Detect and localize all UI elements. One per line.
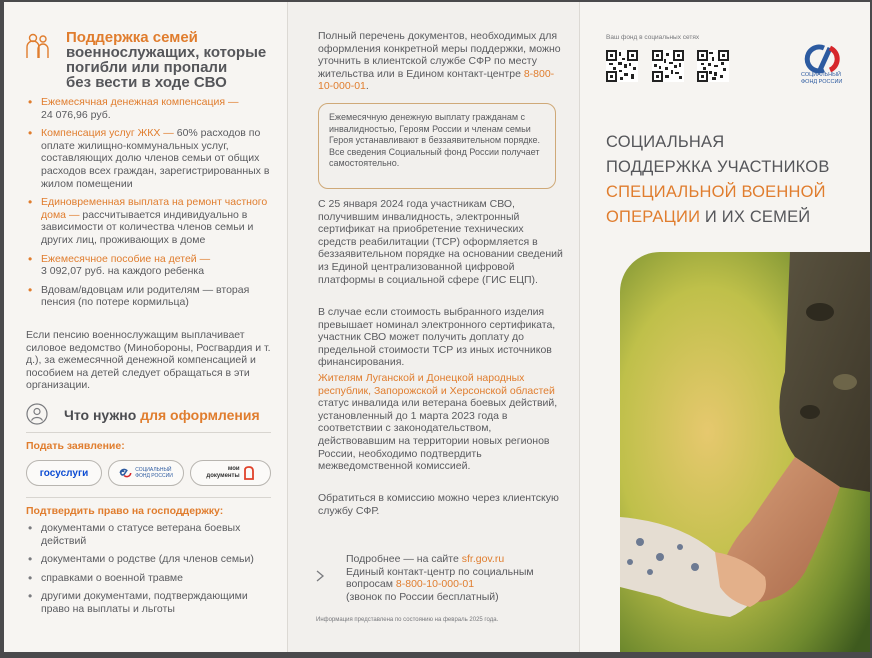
extra-payment-paragraph: В случае если стоимость выбранного изделия превышает номинал электронного сертификата, участник СВО может получить доплату до предельной стоимости ТСР из иных источников финансирования. (318, 306, 556, 369)
pension-note: Если пенсию военнослужащим выплачивает силовое ведомство (Минобороны, Росгвардия и т. д.), за ежемесячной денежной компенсацией и пособием на детей следует обращаться в эти организации. (26, 329, 271, 392)
apply-label: Подать заявление: (26, 440, 125, 452)
qr-code-icon[interactable] (652, 50, 684, 82)
sfr-logo-text: СОЦИАЛЬНЫЙ ФОНД РОССИИ (801, 72, 843, 85)
list-item: • документами о родстве (для членов семьи) (26, 553, 271, 566)
divider (26, 432, 271, 433)
site-link[interactable]: sfr.gov.ru (461, 553, 505, 565)
person-icon (26, 403, 48, 425)
sfr-logo-icon (119, 467, 132, 479)
heading-line-4: без вести в ходе СВО (66, 74, 227, 91)
benefits-list (26, 96, 276, 315)
chevron-right-icon (314, 570, 326, 582)
info-box: Ежемесячную денежную выплату гражданам с инвалидностью, Героям России и членам семьи Героя устанавливают в беззаявительном порядке. Все сведения Социальный фонд России получает самостоятельно. (318, 103, 556, 189)
divider (26, 497, 271, 498)
benefit-item: • Единовременная выплата на ремонт частного дома — рассчитывается индивидуально в зависимости от количества членов семьи и других лиц, проживающих в доме (26, 196, 276, 246)
heading-line-2: военнослужащих, которые (66, 44, 267, 61)
brochure-sheet (4, 2, 870, 652)
contact-phone[interactable]: 8-800-10-000-01 (318, 67, 555, 93)
more-info: Подробнее — на сайте sfr.gov.ru Единый контакт-центр по социальным вопросам 8-800-10-000-01 (звонок по России бесплатный) (346, 553, 534, 603)
list-item: • справками о военной травме (26, 572, 271, 585)
title-line-2: ПОДДЕРЖКА УЧАСТНИКОВ (606, 158, 830, 176)
new-regions-paragraph: Жителям Луганской и Донецкой народных республик, Запорожской и Херсонской областей статус инвалида или ветерана боевых действий, установленный до 1 марта 2023 года в соответствии с законодательством, действовавшим на территории новых регионов России, необходимо подтвердить межведомственной комиссией. (318, 372, 558, 473)
heading-line-1: Поддержка семей (66, 29, 198, 46)
service-logos (26, 460, 271, 486)
mydocs-logo[interactable]: мои документы (190, 460, 271, 486)
benefit-item: • Вдовам/вдовцам или родителям — вторая пенсия (по потере кормильца) (26, 284, 276, 309)
title-line-4: ОПЕРАЦИИ И ИХ СЕМЕЙ (606, 208, 811, 226)
list-item: • другими документами, подтверждающими право на выплаты и льготы (26, 590, 271, 615)
qr-code-icon[interactable] (606, 50, 638, 82)
list-item: • документами о статусе ветерана боевых действий (26, 522, 271, 547)
confirm-list (26, 522, 271, 622)
need-title-part2: для оформления (140, 407, 260, 423)
tsr-paragraph: С 25 января 2024 года участникам СВО, получившим инвалидность, электронный сертификат на приобретение технических средств реабилитации (ТСР) оформляется в беззаявительном порядке на основании сведений из Единой централизованной цифровой платформы в социальной сфере (ГИС ЕЦП). (318, 198, 563, 286)
commission-paragraph: Обратиться в комиссию можно через клиентскую службу СФР. (318, 492, 559, 517)
support-heading (24, 30, 277, 90)
benefit-item: • Ежемесячная денежная компенсация — 24 076,96 руб. (26, 96, 276, 121)
title-line-3: СПЕЦИАЛЬНОЙ ВОЕННОЙ (606, 183, 826, 201)
need-title-part1: Что нужно (64, 407, 141, 423)
documents-intro: Полный перечень документов, необходимых для оформления конкретной меры поддержки, можно уточнить в клиентской службе СФР по месту жительства или в Едином контакт-центре 8-800-10-000-01. (318, 30, 561, 93)
need-section-heading (26, 403, 276, 425)
contact-phone[interactable]: 8-800-10-000-01 (395, 578, 475, 591)
benefit-item: • Компенсация услуг ЖКХ — 60% расходов по оплате жилищно-коммунальных услуг, составляющих долю членов семьи от общих расходов всех граждан, зарегистрированных в жилом помещении (26, 127, 276, 190)
panel-middle (287, 2, 580, 652)
title-line-1: СОЦИАЛЬНАЯ (606, 133, 725, 151)
hands-photo (620, 252, 870, 652)
gosuslugi-logo[interactable]: госуслуги (26, 460, 102, 486)
confirm-label: Подтвердить право на господдержку: (26, 505, 224, 517)
mydocs-icon (243, 466, 255, 480)
heading-line-3: погибли или пропали (66, 59, 228, 76)
sfr-pill-logo[interactable]: СОЦИАЛЬНЫЙ ФОНД РОССИИ (108, 460, 184, 486)
brochure-title (606, 130, 866, 230)
panel-left (4, 2, 287, 652)
qr-code-icon[interactable] (697, 50, 729, 82)
social-label: Ваш фонд в социальных сетях (606, 34, 700, 41)
panel-right (580, 2, 870, 652)
footnote: Информация представлена по состоянию на февраль 2025 года. (316, 617, 499, 623)
benefit-item: • Ежемесячное пособие на детей — 3 092,07 руб. на каждого ребенка (26, 253, 276, 278)
family-icon (24, 32, 52, 60)
